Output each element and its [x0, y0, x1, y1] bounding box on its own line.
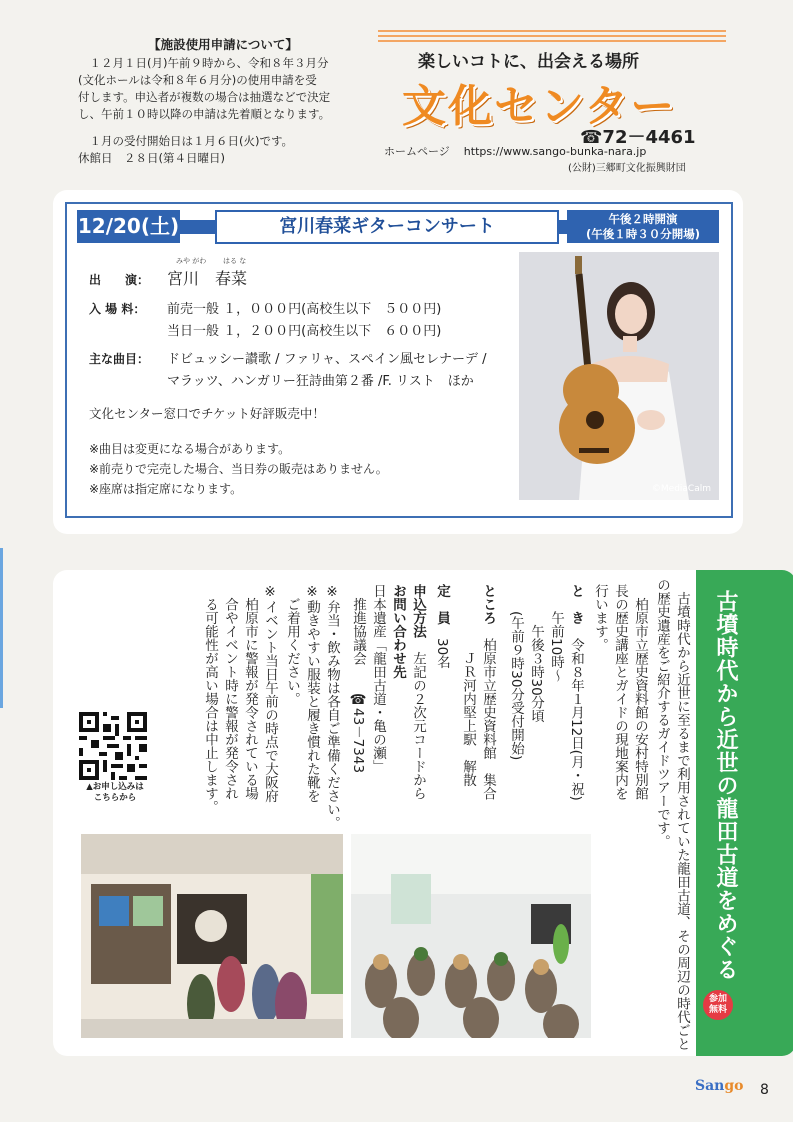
header-homepage	[384, 143, 646, 159]
header-title: 文化センター	[402, 81, 677, 132]
where-group	[479, 584, 497, 800]
songs-line: ドビュッシー讃歌 / ファリャ、スペイン風セレナーデ /	[167, 352, 487, 367]
museum-photo	[81, 834, 343, 1038]
note-line: ※弁当・飲み物は各自ご準備ください。	[324, 584, 340, 830]
concert-frame	[65, 202, 733, 518]
title-connector	[179, 220, 215, 234]
homepage-url[interactable]: https://www.sango-bunka-nara.jp	[463, 145, 647, 158]
tour-title: 古墳時代から近世の龍田古道をめぐる	[713, 590, 738, 981]
concert-title: 宮川春菜ギターコンサート	[215, 210, 559, 244]
when-date: 令和８年１月12日(月・祝)	[568, 624, 584, 801]
contact-phone: 推進協議会 ☎43－7343	[350, 584, 366, 774]
page-number: 8	[760, 1082, 769, 1098]
capacity-value: 30名	[434, 624, 450, 669]
songs-row	[89, 348, 487, 367]
note-sellout: ※前売りで完売した場合、当日券の販売はありません。	[89, 462, 388, 476]
header-org: (公財)三郷町文化振興財団	[568, 163, 686, 174]
note-line: 柏原市に警報が発令されている場	[242, 584, 258, 800]
when-end: 午後３時30分頃	[528, 584, 544, 723]
notice-line: １２月１日(月)午前９時から、令和８年３月分	[78, 56, 329, 70]
price-door: 当日一般 １，２００円(高校生以下 ６００円)	[167, 324, 442, 339]
desc-line: 長の歴史講座とガイドの現地案内を	[612, 584, 628, 800]
when-reception: (午前９時30分受付開始)	[508, 584, 524, 761]
intro-line: の歴史遺産をご紹介するガイドツアーです。	[654, 578, 670, 848]
qr-label-line: こちらから	[93, 793, 137, 803]
apply-method: 左記の２次元コードから	[410, 638, 426, 800]
tour-card	[53, 570, 743, 1056]
where-dismiss: ＪＲ河内堅上駅 解散	[460, 638, 476, 787]
when-start: 午前10時～	[548, 584, 564, 683]
lecture-photo	[351, 834, 591, 1038]
lecture-illustration	[351, 834, 591, 1038]
notice-line: (文化ホールは令和８年６月分)の使用申請を受	[78, 73, 317, 87]
sango-logo	[695, 1078, 744, 1094]
contact-org: 日本遺産「龍田古道・亀の瀬」	[370, 584, 386, 773]
performer-name: 宮川 春菜	[167, 269, 248, 288]
songs-line: マラッツ、ハンガリー狂詩曲第２番 /F. リスト ほか	[167, 374, 474, 389]
qr-code[interactable]	[79, 712, 147, 780]
capacity-group	[433, 584, 451, 669]
price-row	[89, 298, 441, 317]
ruby-family: みや がわ	[176, 257, 207, 265]
note-program: ※曲目は変更になる場合があります。	[89, 442, 291, 456]
concert-date: 12/20(土)	[77, 210, 180, 243]
where-label: ところ	[480, 584, 496, 625]
ruby-given: はる な	[223, 257, 247, 265]
homepage-label: ホームページ	[384, 145, 450, 158]
qr-label	[73, 782, 157, 804]
desc-line: 行います。	[592, 584, 608, 652]
photo-credit: ©MediaCalm	[651, 484, 711, 494]
apply-label: 申込方法	[410, 584, 426, 638]
concert-time	[567, 210, 719, 243]
open-time: (午後１時３０分開場)	[585, 227, 700, 241]
badge-line: 参加	[708, 994, 727, 1004]
start-time: 午後２時開演	[608, 212, 678, 226]
culture-center-header	[378, 30, 726, 180]
performer-label: 出 演：	[89, 273, 150, 287]
performer-row	[89, 266, 247, 289]
header-phone: ☎72－4461	[580, 127, 696, 148]
intro-line: 古墳時代から近世に至るまで利用されていた龍田古道、その周辺の時代ごと	[674, 578, 690, 1051]
when-group	[567, 584, 585, 801]
note-line: 合やイベント時に警報が発令され	[222, 584, 238, 800]
when-label: と き	[568, 584, 584, 625]
concert-card	[53, 190, 743, 534]
note-line: る可能性が高い場合は中止します。	[202, 584, 218, 814]
notice-line: し、午前１０時以降の申請は先着順となります。	[78, 107, 331, 121]
notice-line: 休館日 ２８日(第４日曜日)	[78, 151, 225, 165]
ticket-info: 文化センター窓口でチケット好評販売中！	[89, 406, 325, 421]
notice-heading: 【施設使用申請について】	[148, 37, 298, 52]
qr-label-line: ▲お申し込みは	[86, 782, 144, 792]
facility-notice	[78, 36, 368, 167]
songs-label: 主な曲目：	[89, 352, 150, 366]
note-line: ※動きやすい服装と履き慣れた靴を	[304, 584, 320, 803]
notice-line: 付します。申込者が複数の場合は抽選などで決定	[78, 90, 331, 104]
note-line: ※イベント当日午前の時点で大阪府	[262, 584, 278, 803]
logo-text-b: go	[724, 1078, 744, 1094]
capacity-label: 定 員	[434, 584, 450, 625]
free-badge	[703, 990, 733, 1020]
guitarist-illustration	[519, 252, 719, 500]
note-line: ご着用ください。	[284, 584, 300, 706]
price-advance: 前売一般 １，０００円(高校生以下 ５００円)	[167, 302, 442, 317]
badge-line: 無料	[708, 1005, 727, 1015]
note-seats: ※座席は指定席になります。	[89, 482, 243, 496]
contact-label: お問い合わせ先	[390, 584, 406, 679]
museum-illustration	[81, 834, 343, 1038]
guitarist-photo	[519, 252, 719, 500]
left-edge-accent	[0, 548, 3, 708]
desc-line: 柏原市立歴史資料館の安村特別館	[632, 584, 648, 800]
logo-text-a: San	[695, 1078, 725, 1094]
price-label: 入 場 料：	[89, 302, 146, 316]
apply-group	[409, 584, 427, 800]
qr-icon	[79, 712, 147, 780]
header-tagline: 楽しいコトに、出会える場所	[418, 52, 639, 72]
notice-line: １月の受付開始日は１月６日(火)です。	[78, 134, 294, 148]
where-meet: 柏原市立歴史資料館 集合	[480, 624, 496, 800]
